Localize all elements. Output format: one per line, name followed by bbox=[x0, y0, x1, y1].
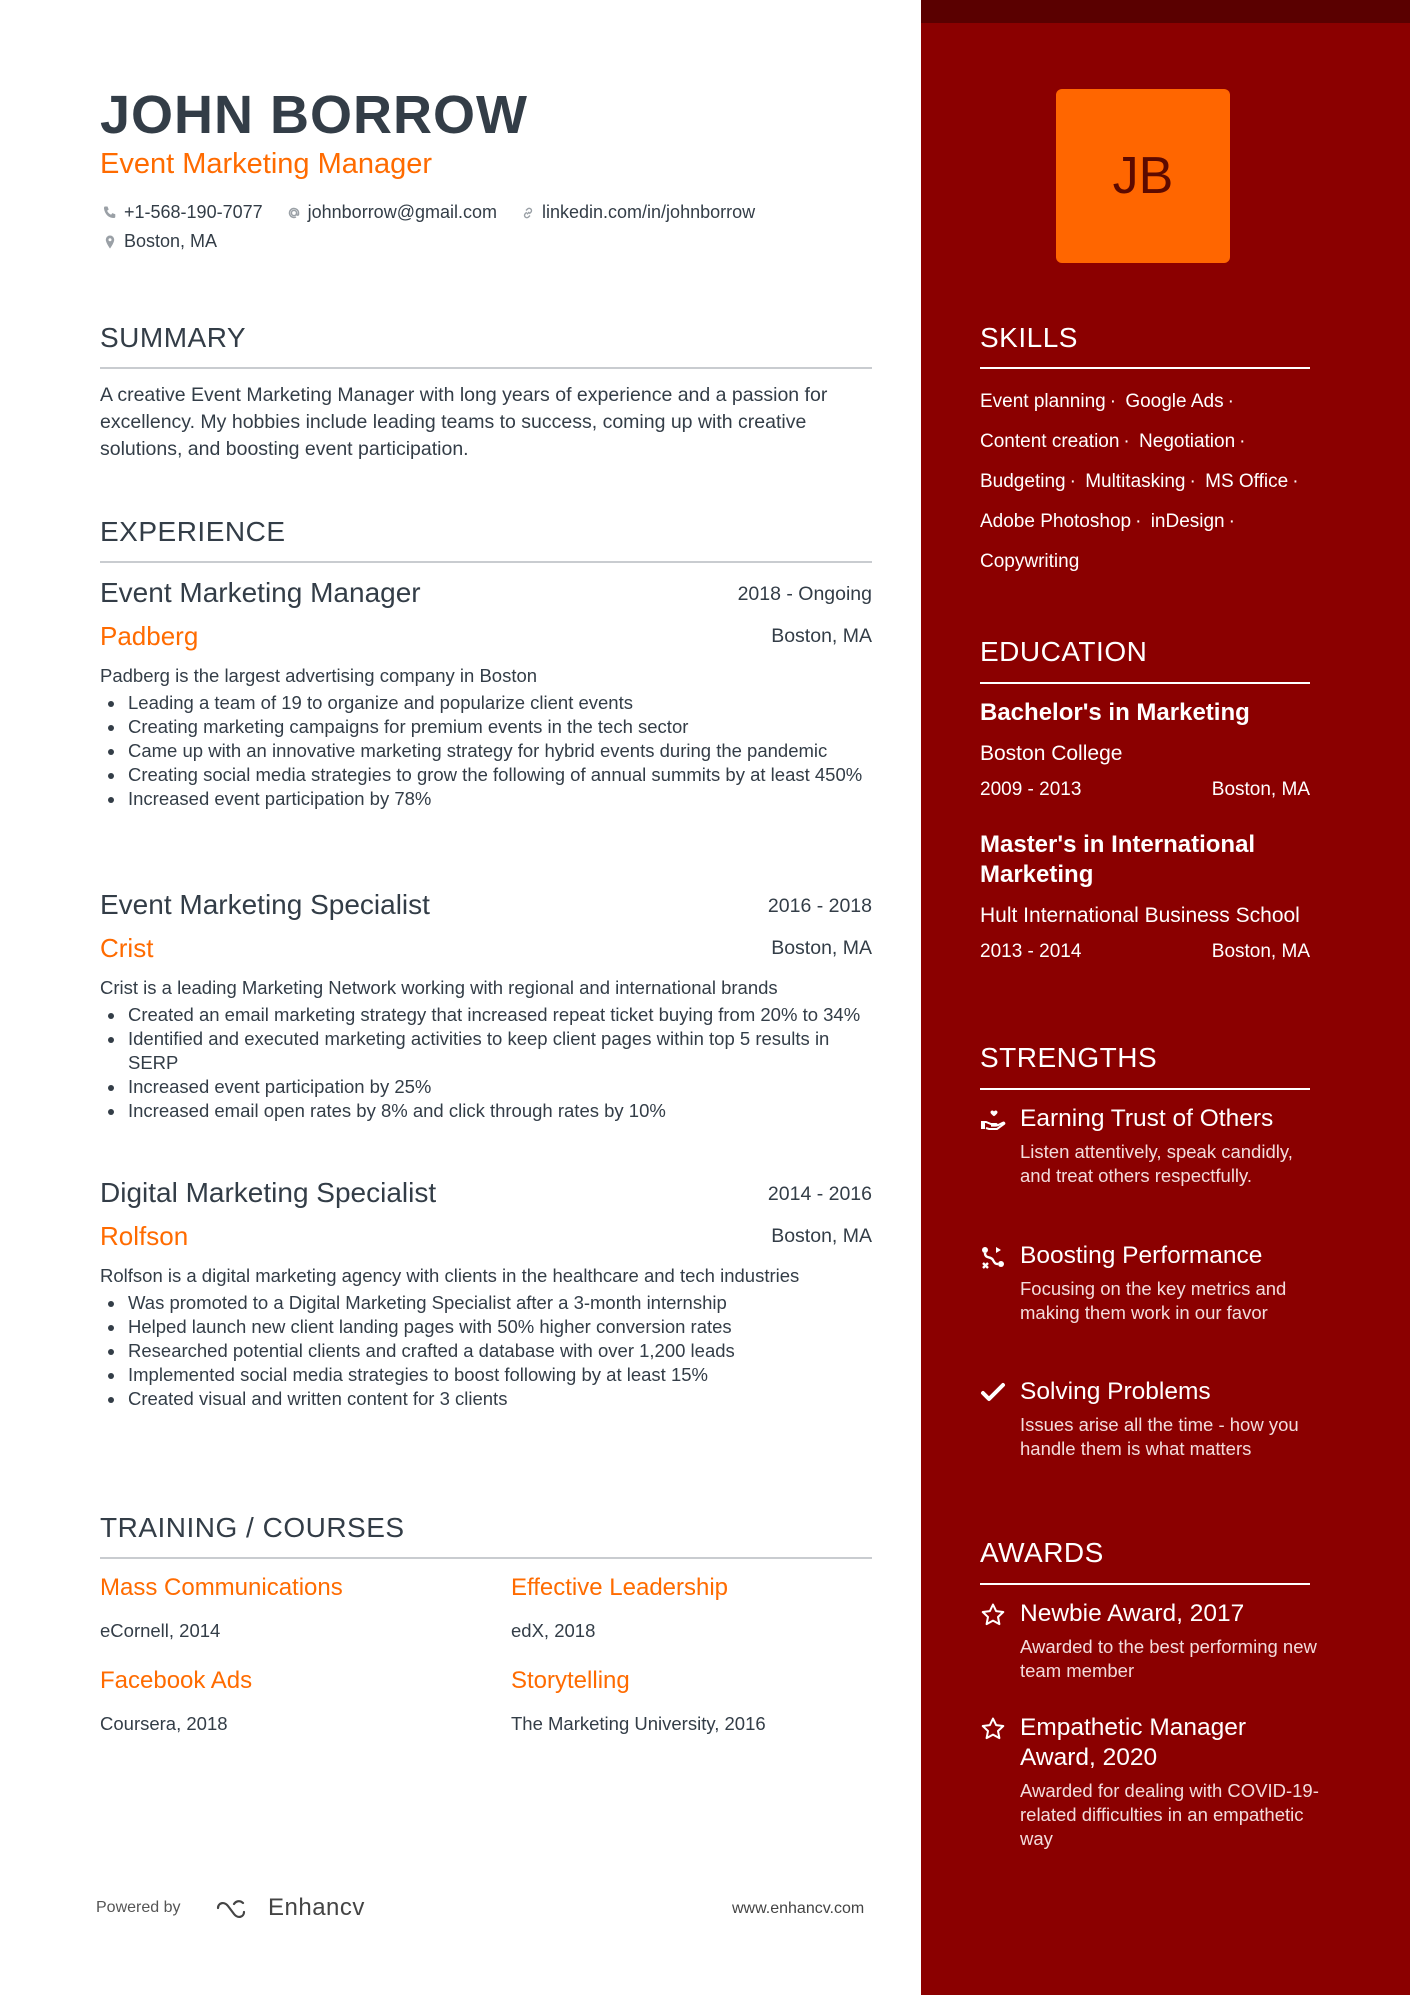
job-bullet: Created an email marketing strategy that increased repeat ticket buying from 20% to 34% bbox=[128, 1003, 872, 1027]
job-bullets bbox=[100, 1003, 872, 1123]
job-bullet: Creating marketing campaigns for premium events in the tech sector bbox=[128, 715, 872, 739]
job-dates: 2014 - 2016 bbox=[767, 1183, 872, 1205]
education-entry bbox=[980, 698, 1310, 801]
sidebar bbox=[921, 0, 1410, 1995]
course-meta: eCornell, 2014 bbox=[100, 1620, 221, 1641]
job-description: Crist is a leading Marketing Network working with regional and international brands bbox=[100, 977, 778, 998]
job-location: Boston, MA bbox=[771, 937, 872, 959]
job-dates: 2018 - Ongoing bbox=[737, 583, 872, 605]
enhancv-logo-icon bbox=[214, 1896, 262, 1920]
award-item bbox=[980, 1713, 1320, 1851]
strength-description: Listen attentively, speak candidly, and treat others respectfully. bbox=[1020, 1141, 1293, 1186]
edu-dates: 2013 - 2014 bbox=[980, 941, 1082, 962]
skill-item: Negotiation · bbox=[1139, 431, 1246, 452]
skill-item: Multitasking · bbox=[1085, 471, 1196, 492]
job-role: Event Marketing Manager bbox=[100, 577, 421, 608]
location-text: Boston, MA bbox=[124, 231, 218, 251]
experience-divider bbox=[100, 561, 872, 563]
award-title: Newbie Award, 2017 bbox=[1020, 1600, 1245, 1627]
education-entry bbox=[980, 830, 1310, 963]
skills-heading: SKILLS bbox=[980, 322, 1078, 353]
job-company: Rolfson bbox=[100, 1221, 189, 1251]
star-icon bbox=[980, 1602, 1006, 1628]
course-item bbox=[100, 1574, 343, 1642]
strength-item bbox=[980, 1377, 1320, 1461]
education-divider bbox=[980, 682, 1310, 684]
job-bullet: Researched potential clients and crafted a database with over 1,200 leads bbox=[128, 1339, 872, 1363]
link-icon bbox=[518, 203, 538, 223]
summary-text: A creative Event Marketing Manager with long years of experience and a passion for excellency. My hobbies include leading teams to success, coming up with creative solutions, and boosting event participation. bbox=[100, 384, 828, 460]
degree: Master's in International Marketing bbox=[980, 831, 1256, 888]
powered-by-label: Powered by bbox=[96, 1899, 181, 1916]
job-location: Boston, MA bbox=[771, 1225, 872, 1247]
course-meta: Coursera, 2018 bbox=[100, 1713, 228, 1734]
job-entry bbox=[100, 889, 872, 1123]
skill-item: Budgeting · bbox=[980, 471, 1076, 492]
job-role: Event Marketing Specialist bbox=[100, 889, 430, 920]
summary-divider bbox=[100, 367, 872, 369]
candidate-name: JOHN BORROW bbox=[100, 85, 528, 145]
course-item bbox=[100, 1667, 252, 1735]
course-name: Facebook Ads bbox=[100, 1667, 253, 1694]
enhancv-brand: Enhancv bbox=[268, 1894, 365, 1921]
job-bullet: Identified and executed marketing activities to keep client pages within top 5 results in SERP bbox=[128, 1027, 872, 1075]
phone-text: +1-568-190-7077 bbox=[124, 202, 263, 222]
training-divider bbox=[100, 1557, 872, 1559]
job-bullet: Increased event participation by 78% bbox=[128, 787, 872, 811]
strength-item bbox=[980, 1104, 1320, 1188]
strengths-heading: STRENGTHS bbox=[980, 1042, 1158, 1073]
strengths-divider bbox=[980, 1088, 1310, 1090]
course-name: Storytelling bbox=[511, 1667, 630, 1694]
experience-heading: EXPERIENCE bbox=[100, 516, 286, 547]
skills-list bbox=[980, 382, 1330, 582]
phone-icon bbox=[100, 203, 120, 223]
job-bullet: Was promoted to a Digital Marketing Specialist after a 3-month internship bbox=[128, 1291, 872, 1315]
job-bullet: Implemented social media strategies to boost following by at least 15% bbox=[128, 1363, 872, 1387]
job-dates: 2016 - 2018 bbox=[767, 895, 872, 917]
contact-location bbox=[100, 231, 217, 252]
sidebar-top-bar bbox=[921, 0, 1410, 23]
strength-title: Earning Trust of Others bbox=[1020, 1105, 1274, 1132]
skills-divider bbox=[980, 367, 1310, 369]
job-description: Padberg is the largest advertising company in Boston bbox=[100, 665, 538, 686]
check-icon bbox=[980, 1380, 1006, 1406]
email-text: johnborrow@gmail.com bbox=[307, 202, 497, 222]
footer-url[interactable]: www.enhancv.com bbox=[732, 1900, 865, 1917]
contact-phone[interactable] bbox=[100, 202, 263, 223]
job-bullets bbox=[100, 691, 872, 811]
route-icon bbox=[980, 1244, 1006, 1270]
job-description: Rolfson is a digital marketing agency with clients in the healthcare and tech industries bbox=[100, 1265, 800, 1286]
edu-dates: 2009 - 2013 bbox=[980, 779, 1082, 800]
course-name: Mass Communications bbox=[100, 1574, 343, 1601]
job-bullet: Leading a team of 19 to organize and popularize client events bbox=[128, 691, 872, 715]
skill-item: Adobe Photoshop · bbox=[980, 511, 1142, 532]
job-bullet: Increased event participation by 25% bbox=[128, 1075, 872, 1099]
avatar: JB bbox=[1056, 89, 1230, 263]
award-description: Awarded for dealing with COVID-19-related difficulties in an empathetic way bbox=[1020, 1780, 1319, 1849]
job-location: Boston, MA bbox=[771, 625, 872, 647]
skill-item: MS Office · bbox=[1205, 471, 1299, 492]
course-item bbox=[511, 1574, 728, 1642]
job-bullet: Helped launch new client landing pages with 50% higher conversion rates bbox=[128, 1315, 872, 1339]
job-bullet: Increased email open rates by 8% and click through rates by 10% bbox=[128, 1099, 872, 1123]
education-heading: EDUCATION bbox=[980, 636, 1148, 667]
strength-description: Issues arise all the time - how you handle them is what matters bbox=[1020, 1414, 1299, 1459]
training-heading: TRAINING / COURSES bbox=[100, 1512, 405, 1543]
award-description: Awarded to the best performing new team member bbox=[1020, 1636, 1317, 1681]
job-role: Digital Marketing Specialist bbox=[100, 1177, 437, 1208]
skill-item: Event planning · bbox=[980, 391, 1117, 412]
job-entry bbox=[100, 577, 872, 811]
summary-heading: SUMMARY bbox=[100, 322, 247, 353]
at-icon bbox=[284, 203, 304, 223]
course-meta: The Marketing University, 2016 bbox=[511, 1713, 766, 1734]
job-bullet: Created visual and written content for 3 clients bbox=[128, 1387, 872, 1411]
course-meta: edX, 2018 bbox=[511, 1620, 596, 1641]
skill-item: Copywriting bbox=[980, 551, 1080, 572]
strength-title: Boosting Performance bbox=[1020, 1242, 1263, 1269]
award-item bbox=[980, 1599, 1320, 1683]
awards-divider bbox=[980, 1583, 1310, 1585]
linkedin-text: linkedin.com/in/johnborrow bbox=[542, 202, 756, 222]
awards-heading: AWARDS bbox=[980, 1537, 1104, 1568]
course-name: Effective Leadership bbox=[511, 1574, 729, 1601]
hand-heart-icon bbox=[980, 1107, 1006, 1133]
degree: Bachelor's in Marketing bbox=[980, 699, 1250, 726]
job-bullets bbox=[100, 1291, 872, 1411]
award-title: Empathetic Manager Award, 2020 bbox=[1020, 1714, 1247, 1771]
job-entry bbox=[100, 1177, 872, 1411]
skill-item: Content creation · bbox=[980, 431, 1130, 452]
contact-email[interactable] bbox=[284, 202, 497, 223]
job-company: Padberg bbox=[100, 621, 199, 651]
contact-list bbox=[100, 202, 900, 260]
edu-location: Boston, MA bbox=[1211, 941, 1310, 962]
course-item bbox=[511, 1667, 766, 1735]
strength-item bbox=[980, 1241, 1320, 1325]
star-icon bbox=[980, 1716, 1006, 1742]
job-bullet: Came up with an innovative marketing strategy for hybrid events during the pandemic bbox=[128, 739, 872, 763]
location-pin-icon bbox=[100, 232, 120, 252]
strength-title: Solving Problems bbox=[1020, 1378, 1211, 1405]
enhancv-logo[interactable] bbox=[214, 1894, 365, 1922]
skill-item: Google Ads · bbox=[1125, 391, 1234, 412]
strength-description: Focusing on the key metrics and making them work in our favor bbox=[1020, 1278, 1287, 1323]
job-bullet: Creating social media strategies to grow the following of annual summits by at least 450% bbox=[128, 763, 872, 787]
skill-item: inDesign · bbox=[1150, 511, 1235, 532]
school: Hult International Business School bbox=[980, 904, 1300, 927]
contact-linkedin[interactable] bbox=[518, 202, 755, 223]
edu-location: Boston, MA bbox=[1211, 779, 1310, 800]
school: Boston College bbox=[980, 742, 1123, 765]
candidate-title: Event Marketing Manager bbox=[100, 148, 433, 180]
job-company: Crist bbox=[100, 933, 154, 963]
